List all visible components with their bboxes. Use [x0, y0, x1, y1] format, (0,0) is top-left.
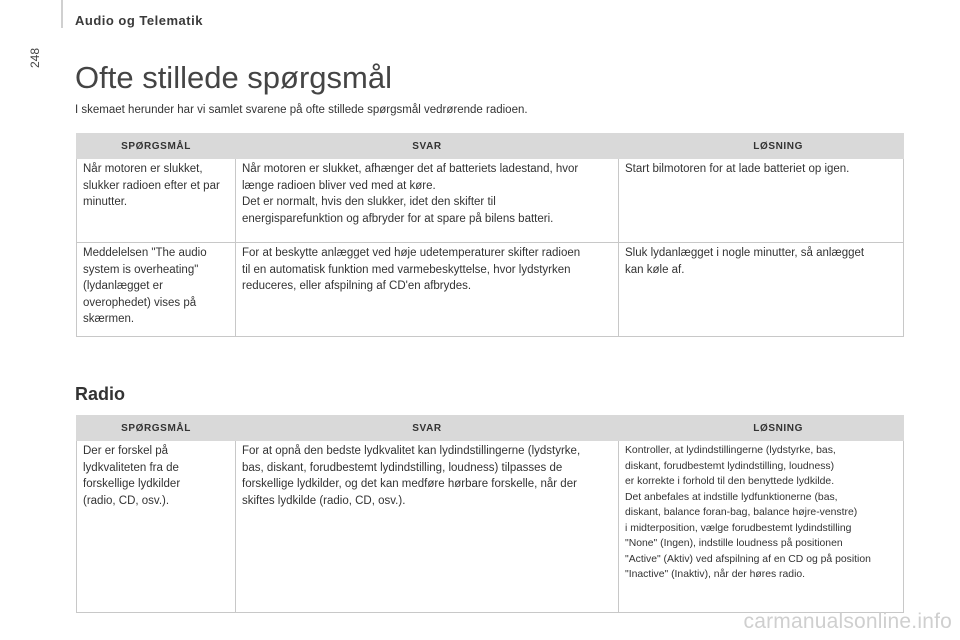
text-line: diskant, balance foran-bag, balance højre-venstre) [625, 507, 858, 518]
text-line: energisparefunktion og afbryder for at spare på bilens batteri. [242, 212, 554, 225]
chapter-title: Audio og Telematik [75, 13, 203, 28]
text-line: Det anbefales at indstille lydfunktionerne (bas, [625, 491, 838, 503]
question-cell [77, 243, 236, 337]
watermark: carmanualsonline.info [743, 610, 952, 633]
text-line: forskellige lydkilder [83, 478, 181, 490]
answer-cell [236, 159, 619, 243]
page-number: 248 [28, 47, 42, 68]
solution-cell [619, 243, 904, 337]
radio-section-title: Radio [75, 384, 126, 404]
text-line: Kontroller, at lydindstillingerne (lydstyrke, bas, [625, 445, 836, 456]
text-line: overophedet) vises på [83, 296, 197, 309]
answer-cell [236, 441, 619, 613]
text-line: til en automatisk funktion med varmebeskyttelse, hvor lydstyrken [242, 263, 571, 276]
text-line: Meddelelsen "The audio [83, 247, 207, 259]
text-line: Sluk lydanlægget i nogle minutter, så anlægget [625, 247, 865, 259]
text-line: Der er forskel på [83, 445, 169, 457]
question-cell [77, 159, 236, 243]
text-line: skiftes lydkilde (radio, CD, osv.). [242, 494, 406, 507]
header-answer: SVAR [236, 416, 619, 441]
text-line: "Active" (Aktiv) ved afspilning af en CD og på position [625, 553, 871, 565]
text-line: "Inactive" (Inaktiv), når der høres radio. [625, 569, 806, 580]
text-line: i midterposition, vælge forudbestemt lydindstilling [625, 522, 852, 534]
question-cell [77, 441, 236, 613]
text-line: For at beskytte anlægget ved høje udetemperaturer skifter radioen [242, 247, 581, 259]
intro-text: I skemaet herunder har vi samlet svarene på ofte stillede spørgsmål vedrørende radioen. [75, 104, 528, 116]
header-question: SPØRGSMÅL [77, 416, 236, 441]
text-line: minutter. [83, 196, 128, 208]
faq-table-header [77, 134, 904, 159]
text-line: system is overheating" [83, 263, 199, 276]
solution-cell [619, 159, 904, 243]
radio-table-header [77, 416, 904, 441]
text-line: Start bilmotoren for at lade batteriet op igen. [625, 163, 850, 175]
text-line: er korrekte i forhold til den benyttede lydkilde. [625, 476, 835, 487]
table-row [77, 243, 904, 337]
text-line: skærmen. [83, 313, 135, 325]
page-title: Ofte stillede spørgsmål [75, 60, 392, 95]
text-line: (lydanlægget er [83, 280, 163, 292]
text-line: kan køle af. [625, 263, 685, 276]
text-line: bas, diskant, forudbestemt lydindstilling, loudness) tilpasses de [242, 461, 563, 474]
header-solution: LØSNING [619, 134, 904, 159]
faq-table [76, 133, 904, 337]
text-line: forskellige lydkilder, og det kan medføre hørbare forskelle, når der [242, 478, 577, 490]
text-line: Når motoren er slukket, [83, 163, 203, 175]
header-solution: LØSNING [619, 416, 904, 441]
text-line: lydkvaliteten fra de [83, 461, 179, 474]
answer-cell [236, 243, 619, 337]
text-line: Det er normalt, hvis den slukker, idet den skifter til [242, 196, 496, 208]
text-line: For at opnå den bedste lydkvalitet kan lydindstillingerne (lydstyrke, [242, 445, 581, 457]
text-line: slukker radioen efter et par [83, 179, 220, 192]
table-row [77, 159, 904, 243]
text-line: diskant, forudbestemt lydindstilling, loudness) [625, 460, 835, 472]
radio-table [76, 415, 904, 613]
text-line: længe radioen bliver ved med at køre. [242, 179, 436, 192]
header-accent-bar [61, 0, 63, 28]
header-question: SPØRGSMÅL [77, 134, 236, 159]
header-answer: SVAR [236, 134, 619, 159]
text-line: "None" (Ingen), indstille loudness på positionen [625, 538, 843, 549]
text-line: reduceres, eller afspilning af CD'en afbrydes. [242, 280, 472, 292]
table-row [77, 441, 904, 613]
text-line: (radio, CD, osv.). [83, 494, 170, 507]
text-line: Når motoren er slukket, afhænger det af batteriets ladestand, hvor [242, 163, 579, 175]
solution-cell [619, 441, 904, 613]
